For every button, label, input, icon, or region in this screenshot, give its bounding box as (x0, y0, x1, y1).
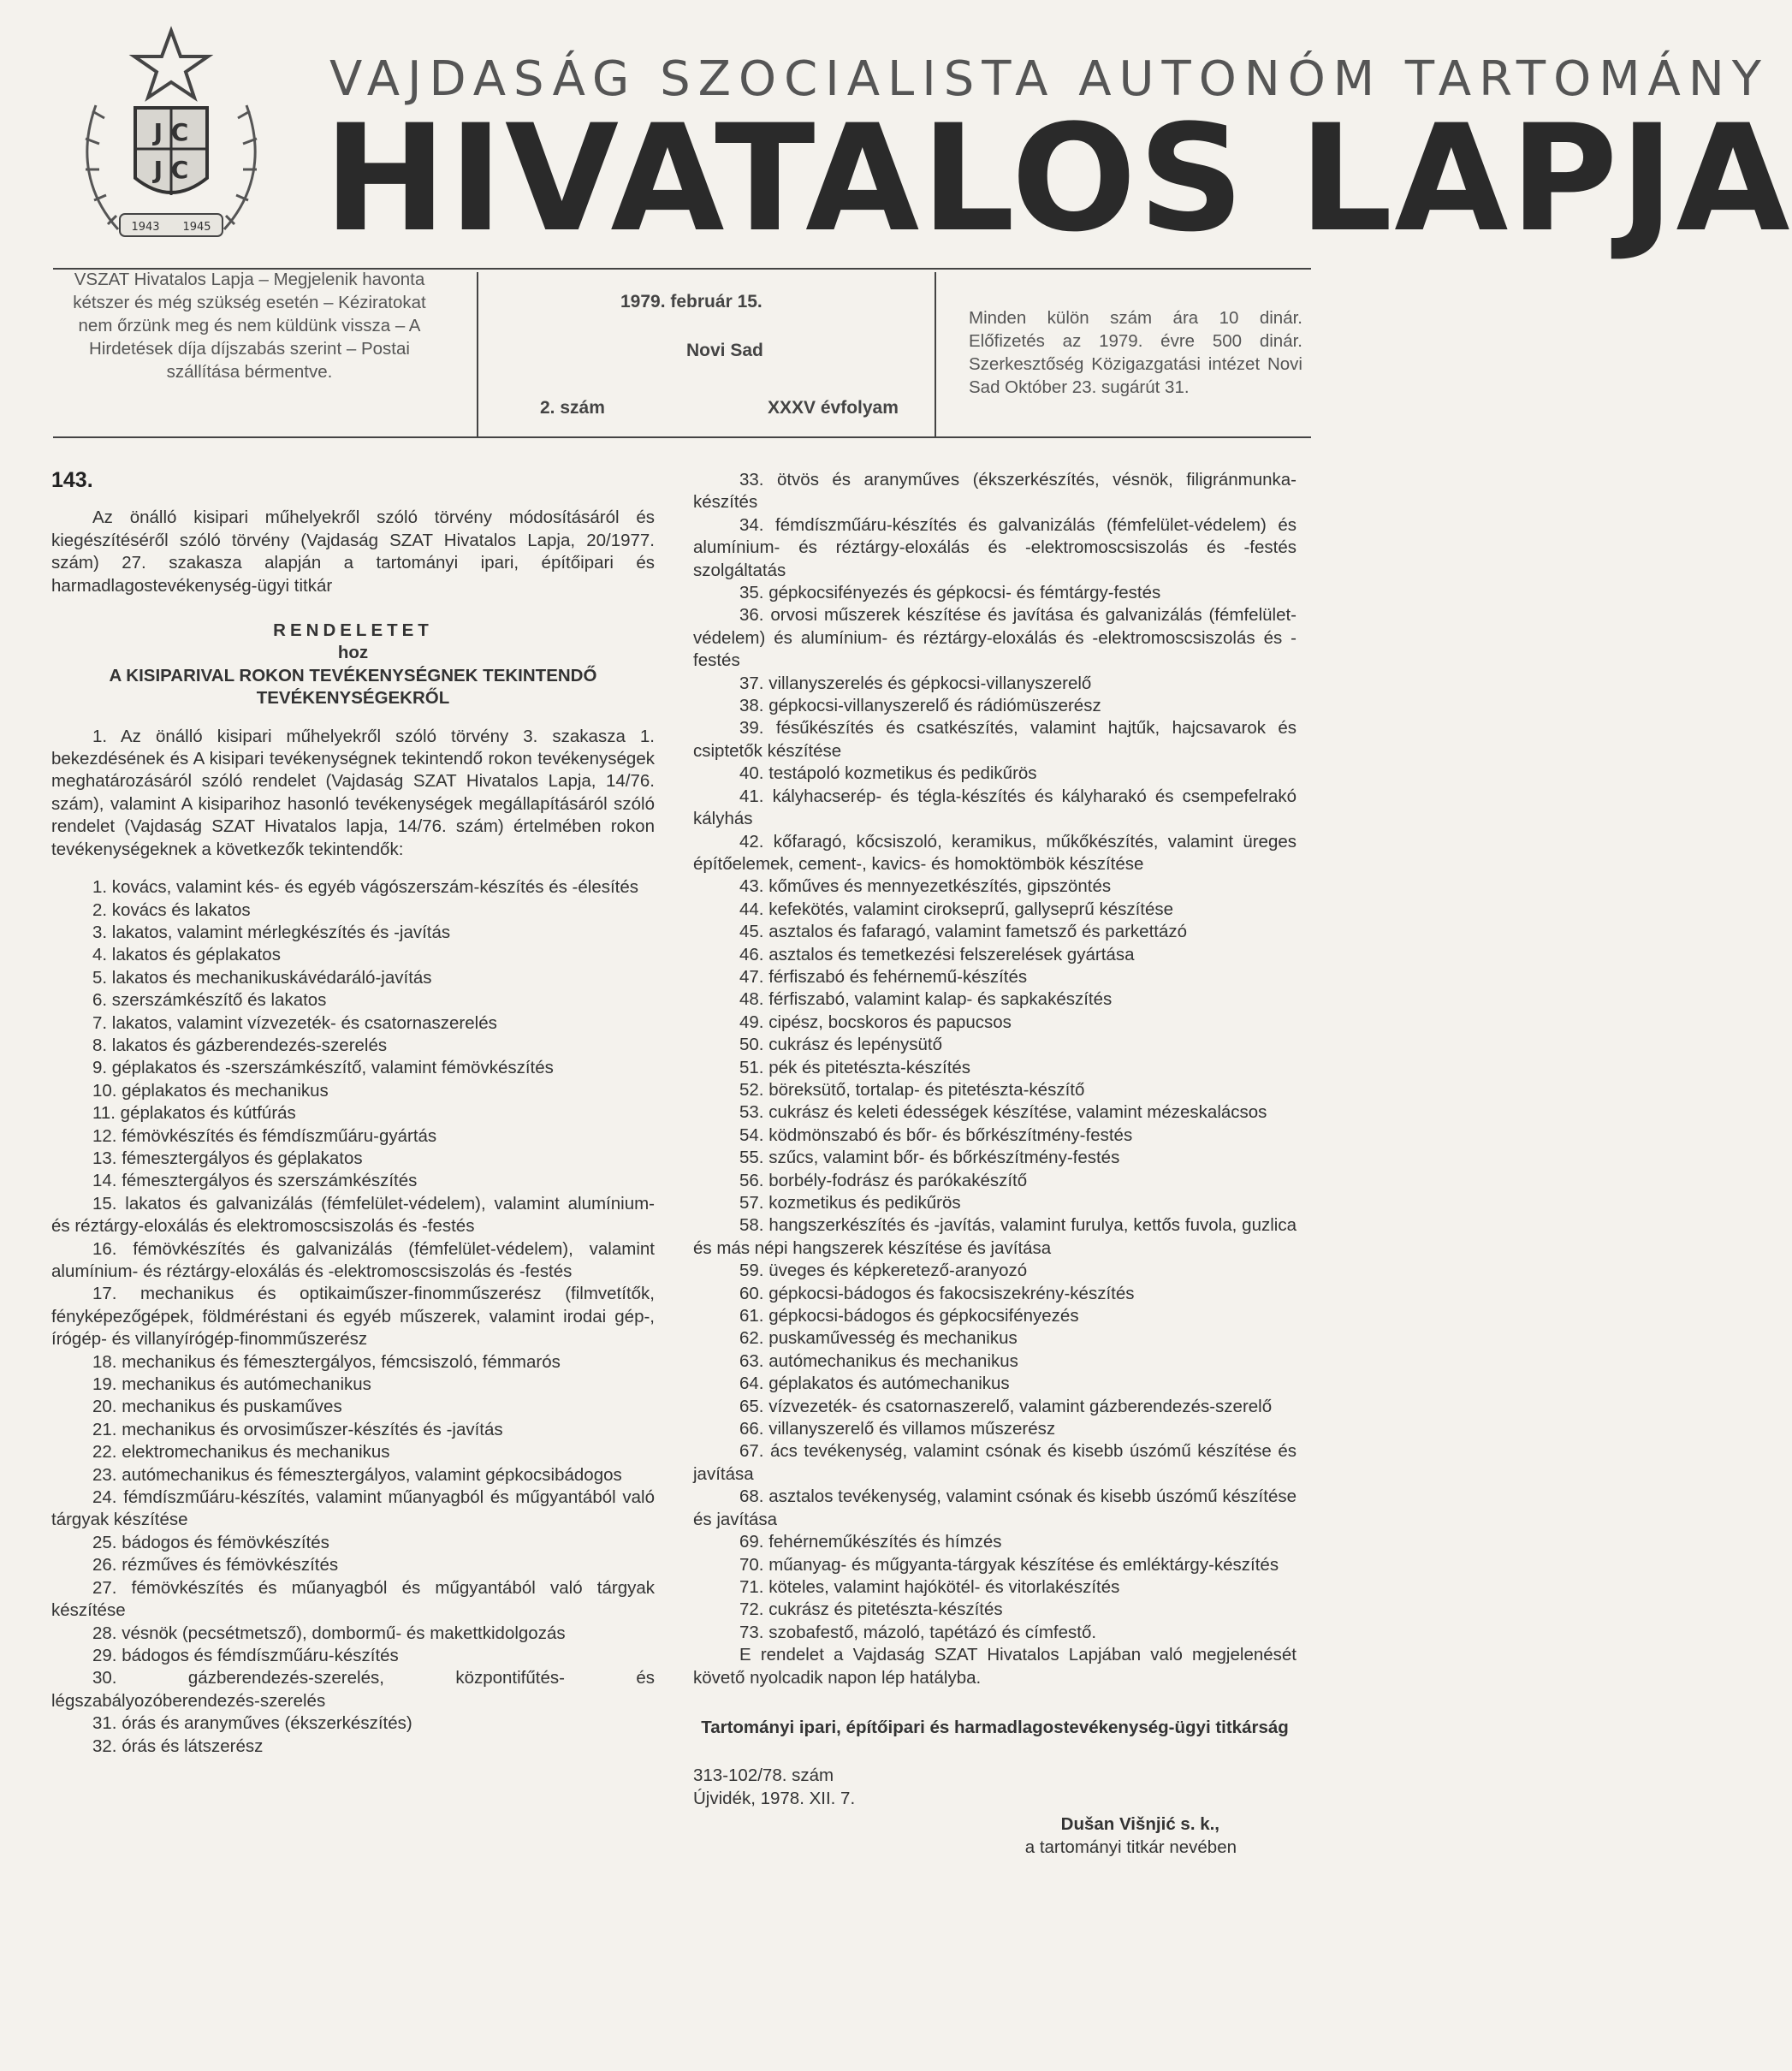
list-item: 1. kovács, valamint kés- és egyéb vágószerszám-készítés és -élesítés (92, 877, 639, 898)
list-item: 53. cukrász és keleti édességek készítése, valamint mézeskalácsos (739, 1102, 1267, 1123)
list-item: 48. férfiszabó, valamint kalap- és sapkakészítés (739, 989, 1113, 1010)
article-number: 143. (51, 468, 93, 492)
list-item: 61. gépkocsi-bádogos és gépkocsifényezés (739, 1306, 1079, 1326)
list-item: 2. kovács és lakatos (92, 899, 251, 920)
list-item: 71. köteles, valamint hajókötél- és vitorlakészítés (739, 1576, 1120, 1597)
activity-list-right (693, 469, 1297, 1644)
list-item: 54. ködmönszabó és bőr- és bőrkészítmény-festés (739, 1125, 1133, 1145)
list-item: 18. mechanikus és fémesztergályos, fémcsiszoló, fémmarós (92, 1351, 561, 1372)
list-item: 62. puskaművesség és mechanikus (739, 1328, 1018, 1349)
list-item: 22. elektromechanikus és mechanikus (92, 1442, 390, 1463)
emblem-year-1: 1943 (131, 221, 160, 234)
list-item: 33. ötvös és aranyműves (ékszerkészítés, vésnök, filigránmunka-készítés (693, 470, 1297, 513)
list-item: 66. villanyszerelő és villamos műszerész (739, 1419, 1056, 1439)
list-item: 4. lakatos és géplakatos (92, 945, 281, 965)
list-item: 29. bádogos és fémdíszműáru-készítés (92, 1645, 399, 1665)
list-item: 38. gépkocsi-villanyszerelő és rádiómüszerész (739, 696, 1101, 716)
list-item: 30. gázberendezés-szerelés, központifűtés- és légszabályozóberendezés-szerelés (51, 1668, 655, 1711)
list-item: 8. lakatos és gázberendezés-szerelés (92, 1035, 388, 1055)
list-item: 14. fémesztergályos és szerszámkészítés (92, 1171, 418, 1191)
list-item: 63. autómechanikus és mechanikus (739, 1350, 1018, 1371)
list-item: 44. kefekötés, valamint cirokseprű, gallyseprű készítése (739, 899, 1174, 919)
list-item: 49. cipész, bocskoros és papucsos (739, 1012, 1012, 1032)
issue-place: Novi Sad (686, 341, 763, 360)
coat-of-arms-emblem (68, 24, 274, 251)
entry-into-force: E rendelet a Vajdaság SZAT Hivatalos Lapjában való megjelenését követő nyolcadik napon lép hatályba. (693, 1645, 1297, 1688)
list-item: 58. hangszerkészítés és -javítás, valamint furulya, kettős fuvola, guzlica és más népi hangszerek készítése és javítása (693, 1215, 1297, 1258)
place-and-date: Újvidék, 1978. XII. 7. (693, 1788, 856, 1808)
signer-role: a tartományi titkár nevében (1024, 1837, 1237, 1857)
list-item: 68. asztalos tevékenység, valamint csónak és kisebb úszómű készítése és javítása (693, 1486, 1297, 1529)
list-item: 7. lakatos, valamint vízvezeték- és csatornaszerelés (92, 1012, 497, 1033)
list-item: 73. szobafestő, mázoló, tapétázó és címfestő. (739, 1622, 1097, 1642)
list-item: 70. műanyag- és műgyanta-tárgyak készítése és emléktárgy-készítés (739, 1554, 1279, 1575)
list-item: 21. mechanikus és orvosiműszer-készítés és -javítás (92, 1419, 503, 1439)
list-item: 56. borbély-fodrász és parókakészítő (739, 1170, 1028, 1190)
list-item: 67. ács tevékenység, valamint csónak és kisebb úszómű készítése és javítása (693, 1441, 1297, 1484)
activity-list-left (51, 876, 655, 1758)
list-item: 27. fémövkészítés és műanyagból és műgyantából való tárgyak készítése (51, 1577, 655, 1621)
right-column (693, 469, 1297, 1859)
list-item: 9. géplakatos és -szerszámkészítő, valamint fémövkészítés (92, 1058, 554, 1078)
star-icon (134, 31, 208, 98)
list-item: 26. rézműves és fémövkészítés (92, 1555, 339, 1576)
list-item: 17. mechanikus és optikaiműszer-finomműszerész (filmvetítők, fényképezőgépek, földméréstani és egyéb műszerek, valamint irodai gép-, írógép- és villanyírógép-finomműszerész (51, 1284, 655, 1350)
list-item: 65. vízvezeték- és csatornaszerelő, valamint gázberendezés-szerelő (739, 1396, 1273, 1416)
list-item: 13. fémesztergályos és géplakatos (92, 1148, 363, 1168)
issue-date: 1979. február 15. (620, 292, 762, 312)
price-and-editorial-info: Minden külön szám ára 10 dinár. Előfizetés az 1979. évre 500 dinár. Szerkesztőség Közigazgatási intézet Novi Sad Október 23. sugárút 31. (969, 308, 1302, 397)
issuing-office: Tartományi ipari, építőipari és harmadlagostevékenység-ügyi titkárság (701, 1717, 1289, 1737)
list-item: 28. vésnök (pecsétmetsző), dombormű- és makettkidolgozás (92, 1623, 566, 1643)
list-item: 69. fehérneműkészítés és hímzés (739, 1532, 1002, 1552)
list-item: 32. órás és látszerész (92, 1736, 264, 1756)
list-item: 11. géplakatos és kútfúrás (92, 1103, 296, 1124)
decree-title (51, 620, 655, 710)
list-item: 23. autómechanikus és fémesztergályos, valamint gépkocsibádogos (92, 1464, 622, 1485)
list-item: 36. orvosi műszerek készítése és javítása és galvanizálás (fémfelület-védelem) és alumínium- és réztárgy-eloxálás és -elektromoscsiszolás és -festés (693, 605, 1297, 671)
list-item: 64. géplakatos és autómechanikus (739, 1374, 1010, 1394)
list-item: 37. villanyszerelés és gépkocsi-villanyszerelő (739, 673, 1092, 693)
decree-title-line-1: RENDELETET (273, 620, 433, 641)
list-item: 57. kozmetikus és pedikűrös (739, 1193, 961, 1213)
issue-details (519, 268, 947, 439)
list-item: 42. kőfaragó, kőcsiszoló, keramikus, műkőkészítés, valamint üreges építőelemek, cement-, kavics- és homoktömbök készítése (693, 831, 1297, 874)
list-item: 12. fémövkészítés és fémdíszműáru-gyártás (92, 1125, 437, 1146)
article-intro: Az önálló kisipari műhelyekről szóló törvény módosításáról és kiegészítéséről szóló törvény (Vajdaság SZAT Hivatalos Lapja, 20/1977. szám) 27. szakasza alapján a tartományi ipari, építőipari és harmadlagostevékenység-ügyi titkár (51, 507, 655, 596)
issue-number: 2. szám (540, 398, 605, 418)
list-item: 20. mechanikus és puskaműves (92, 1397, 342, 1417)
emblem-letters-bottom: Ј С (153, 156, 189, 184)
region-title: VAJDASÁG SZOCIALISTA AUTONÓM TARTOMÁNY (329, 51, 1769, 107)
list-item: 52. böreksütő, tortalap- és pitetészta-készítő (739, 1079, 1085, 1100)
list-item: 41. kályhacserép- és tégla-készítés és kályharakó és csempefelrakó kályhás (693, 786, 1297, 829)
list-item: 19. mechanikus és autómechanikus (92, 1374, 371, 1395)
list-item: 46. asztalos és temetkezési felszerelések gyártása (739, 944, 1135, 964)
left-column (51, 469, 655, 1758)
list-item: 43. kőműves és mennyezetkészítés, gipszöntés (739, 876, 1112, 897)
list-item: 35. gépkocsifényezés és gépkocsi- és fémtárgy-festés (739, 583, 1161, 603)
emblem-year-2: 1945 (182, 221, 211, 234)
issue-volume: XXXV évfolyam (768, 398, 899, 418)
list-item: 59. üveges és képkeretező-aranyozó (739, 1261, 1028, 1281)
list-item: 31. órás és aranyműves (ékszerkészítés) (92, 1713, 412, 1734)
list-item: 5. lakatos és mechanikuskávédaráló-javítás (92, 967, 432, 988)
list-item: 25. bádogos és fémövkészítés (92, 1532, 329, 1552)
list-item: 40. testápoló kozmetikus és pedikűrös (739, 763, 1037, 784)
list-item: 24. fémdíszműáru-készítés, valamint műanyagból és műgyantából való tárgyak készítése (51, 1487, 655, 1530)
publication-title: HIVATALOS LAPJA (323, 92, 1792, 264)
list-item: 50. cukrász és lepénysütő (739, 1035, 943, 1055)
reference-number: 313-102/78. szám (693, 1765, 834, 1786)
emblem-letters-top: Ј С (153, 118, 189, 146)
list-item: 10. géplakatos és mechanikus (92, 1080, 329, 1101)
list-item: 34. fémdíszműáru-készítés és galvanizálás (fémfelület-védelem) és alumínium- és réztárgy-eloxálás és -elektromoscsiszolás és -festés szolgáltatás (693, 514, 1297, 580)
subscription-terms: VSZAT Hivatalos Lapja – Megjelenik havonta kétszer és még szükség esetén – Kéziratokat nem őrzünk meg és nem küldünk vissza – A Hirdetések díja díjszabás szerint – Postai szállítása bérmentve. (73, 270, 426, 382)
list-item: 47. férfiszabó és fehérnemű-készítés (739, 966, 1028, 987)
list-item: 60. gépkocsi-bádogos és fakocsiszekrény-készítés (739, 1283, 1135, 1303)
list-item: 55. szűcs, valamint bőr- és bőrkészítmény-festés (739, 1148, 1120, 1168)
decree-title-line-3: A KISIPARIVAL ROKON TEVÉKENYSÉGNEK TEKINTENDŐ TEVÉKENYSÉGEKRŐL (109, 665, 597, 709)
paragraph-1: 1. Az önálló kisipari műhelyekről szóló törvény 3. szakasza 1. bekezdésének és A kisipari tevékenységnek tekintendő rokon tevékenységek meghatározásáról szóló rendelet (Vajdaság SZAT Hivatalos Lapja, 14/76. szám), valamint A kisiparihoz hasonló tevékenységek megállapításáról szóló rendelet (Vajdaság SZAT Hivatalos lapja, 14/76. szám) értelmében rokon tevékenységeknek a következők tekintendők: (51, 726, 655, 859)
list-item: 39. fésűkészítés és csatkészítés, valamint hajtűk, hajcsavarok és csiptetők készítése (693, 718, 1297, 761)
publication-info-box (53, 268, 1311, 439)
list-item: 15. lakatos és galvanizálás (fémfelület-védelem), valamint alumínium- és réztárgy-eloxálás és elektromoscsiszolás és -festés (51, 1193, 655, 1237)
list-item: 3. lakatos, valamint mérlegkészítés és -javítás (92, 922, 451, 942)
list-item: 51. pék és pitetészta-készítés (739, 1057, 971, 1077)
signer-name: Dušan Višnjić s. k., (1060, 1814, 1219, 1835)
decree-title-line-2: hoz (337, 643, 369, 663)
list-item: 45. asztalos és fafaragó, valamint fametsző és parkettázó (739, 922, 1188, 942)
list-item: 72. cukrász és pitetészta-készítés (739, 1599, 1003, 1620)
list-item: 16. fémövkészítés és galvanizálás (fémfelület-védelem), valamint alumínium- és réztárgy-eloxálás és -elektromoscsiszolás és -festés (51, 1238, 655, 1281)
list-item: 6. szerszámkészítő és lakatos (92, 990, 327, 1011)
